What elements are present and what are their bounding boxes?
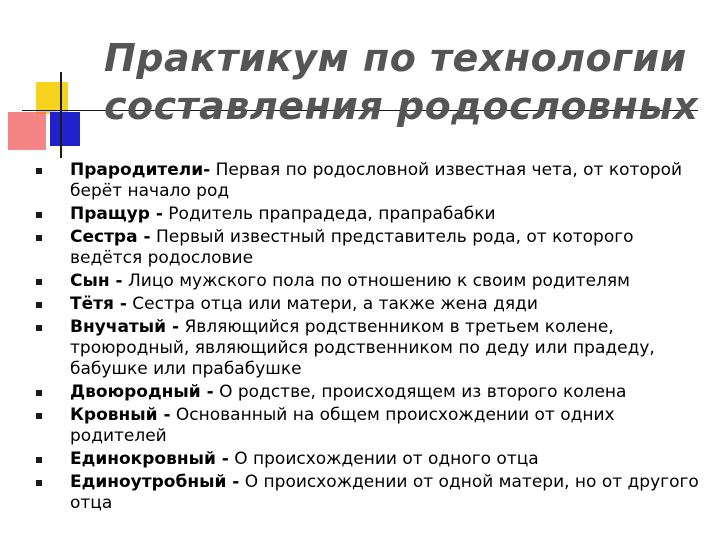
item-term: Единокровный - — [70, 449, 229, 469]
bullet-square-icon — [36, 457, 42, 463]
list-item — [70, 472, 708, 514]
item-definition: Первый известный представитель рода, от которого ведётся родословие — [70, 227, 634, 268]
item-term: Двоюродный - — [70, 382, 214, 402]
item-term: Внучатый - — [70, 317, 180, 337]
slide-title — [104, 34, 704, 130]
list-item — [70, 405, 708, 447]
definitions-list — [70, 160, 708, 516]
item-definition: Первая по родословной известная чета, от которой берёт начало род — [70, 160, 683, 201]
item-term: Прародители- — [70, 160, 211, 180]
list-item — [70, 317, 708, 380]
item-definition: Основанный на общем происхождении от одних родителей — [70, 405, 615, 446]
bullet-square-icon — [36, 235, 42, 241]
item-definition: О происхождении от одного отца — [228, 449, 539, 469]
item-term: Сын - — [70, 271, 123, 291]
bullet-square-icon — [36, 413, 42, 419]
item-term: Сестра - — [70, 227, 151, 247]
list-item — [70, 227, 708, 269]
bullet-square-icon — [36, 212, 42, 218]
item-term: Пращур - — [70, 204, 163, 224]
bullet-square-icon — [36, 480, 42, 486]
item-term: Кровный - — [70, 405, 171, 425]
list-item — [70, 204, 708, 225]
list-item — [70, 449, 708, 470]
item-term: Тётя - — [70, 294, 127, 314]
list-item — [70, 160, 708, 202]
item-definition: О родстве, происходящем из второго колена — [213, 382, 627, 402]
decor-red-square — [8, 112, 46, 150]
bullet-square-icon — [36, 279, 42, 285]
item-definition: Сестра отца или матери, а также жена дяди — [126, 294, 538, 314]
bullet-square-icon — [36, 302, 42, 308]
list-item — [70, 382, 708, 403]
item-definition: Являющийся родственником в третьем колене, троюродный, являющийся родственником по деду или прадеду, бабушке или прабабушке — [70, 317, 655, 379]
bullet-square-icon — [36, 390, 42, 396]
item-definition: Родитель прапрадеда, прапрабабки — [162, 204, 496, 224]
decor-blue-square — [50, 112, 80, 146]
list-item — [70, 294, 708, 315]
item-definition: О происхождении от одной матери, но от другого отца — [70, 472, 699, 513]
list-item — [70, 271, 708, 292]
bullet-square-icon — [36, 325, 42, 331]
bullet-square-icon — [36, 168, 42, 174]
item-definition: Лицо мужского пола по отношению к своим родителям — [122, 271, 630, 291]
item-term: Единоутробный - — [70, 472, 240, 492]
decor-vertical-line — [60, 72, 62, 158]
slide-title-line-2: составления родословных — [104, 84, 699, 128]
slide-title-line-1: Практикум по технологии — [104, 36, 687, 80]
